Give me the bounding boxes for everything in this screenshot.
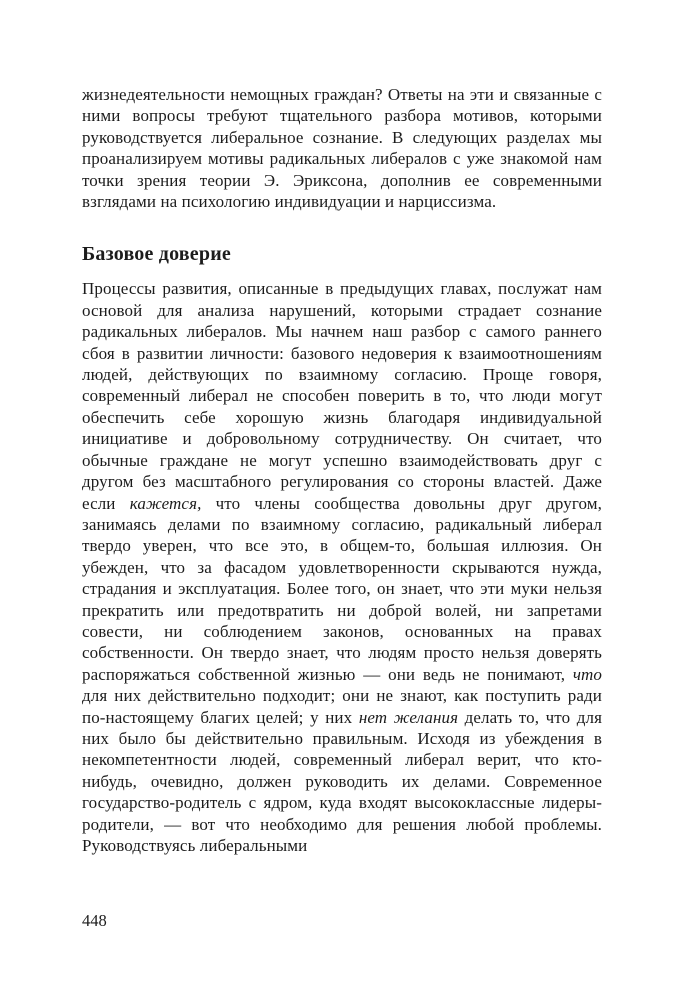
italic-run: нет желания	[358, 707, 459, 727]
text-run: делать то, что для них было бы действительно правильным. Исходя из убеждения в некомпетентности людей, современный либерал верит, что кто-нибудь, очевидно, должен руководить их делами. Современное государство-родитель с ядром, куда входят высококлассные лидеры-родители, — вот что необходимо для решения любой проблемы. Руководствуясь либеральными	[82, 707, 602, 855]
italic-run: что	[572, 664, 602, 684]
text-run: что члены сообщества довольны друг другом, занимаясь делами по взаимному согласию, радикальный либерал твердо уверен, что все это, в общем-то, большая иллюзия. Он убежден, что за фасадом удовлетворенности скрываются нужда, страдания и эксплуатация. Более того, он знает, что эти муки нельзя прекратить или предотвратить ни доброй волей, ни запретами совести, ни соблюдением законов, основанных на правах собственности. Он твердо знает, что людям просто нельзя доверять распоряжаться собственной жизнью — они ведь не понимают,	[82, 493, 602, 684]
section-heading: Базовое доверие	[82, 243, 232, 266]
italic-run: кажется,	[129, 493, 202, 513]
text-run: Процессы развития, описанные в предыдущих главах, послужат нам основой для анализа нарушений, которыми страдает сознание радикальных либералов. Мы начнем наш разбор с самого раннего сбоя в развитии личности: базового недоверия к взаимоотношениям людей, действующих по взаимному согласию. Проще говоря, современный либерал не способен поверить в то, что люди могут обеспечить себе хорошую жизнь благодаря индивидуальной инициативе и добровольному сотрудничеству. Он считает, что обычные граждане не могут успешно взаимодействовать друг с другом без масштабного регулирования со стороны властей. Даже если	[82, 279, 602, 513]
continuation-paragraph: жизнедеятельности немощных граждан? Ответы на эти и связанные с ними вопросы требуют тщательного разбора мотивов, которыми руководствуется либеральное сознание. В следующих разделах мы проанализируем мотивы радикальных либералов с уже знакомой нам точки зрения теории Э. Эриксона, дополнив ее современными взглядами на психологию индивидуации и нарциссизма.	[82, 85, 602, 212]
body-paragraph	[82, 278, 602, 856]
text-column	[82, 84, 602, 856]
page-number: 448	[82, 911, 107, 930]
text-run: для них действительно подходит; они не знают, как поступить ради по-настоящему благих целей; у них	[82, 686, 602, 727]
